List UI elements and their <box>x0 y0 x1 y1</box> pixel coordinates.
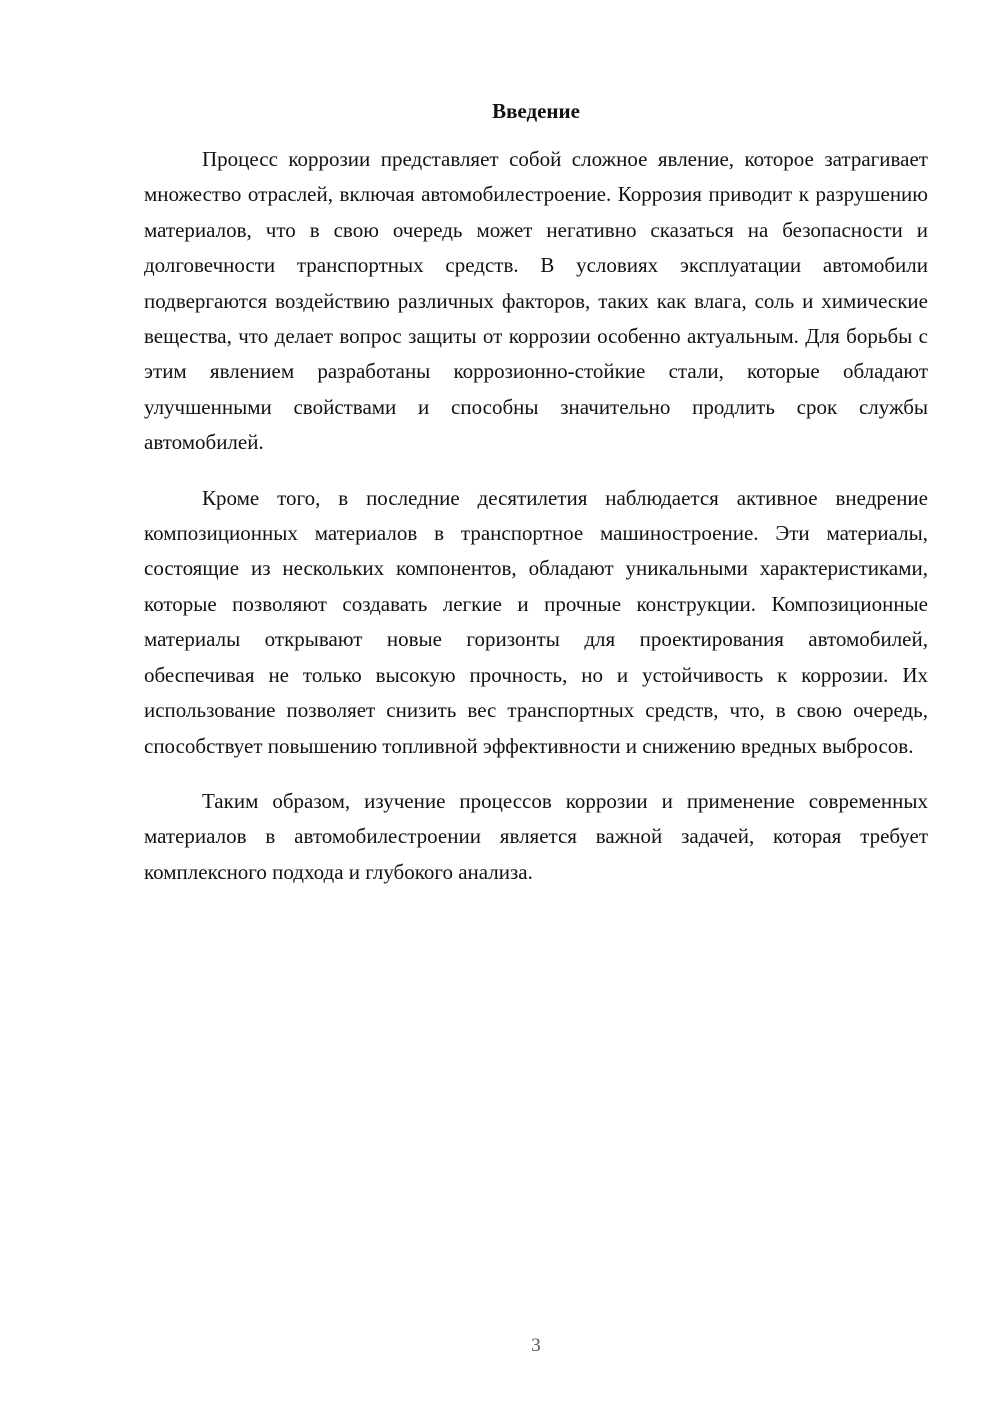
page-number: 3 <box>531 1335 541 1356</box>
paragraph-2: Кроме того, в последние десятилетия наблюдается активное внедрение композиционных материалов в транспортное машиностроение. Эти материалы, состоящие из нескольких компонентов, обладают уникальными характеристиками, которые позволяют создавать легкие и прочные конструкции. Композиционные материалы открывают новые горизонты для проектирования автомобилей, обеспечивая не только высокую прочность, но и устойчивость к коррозии. Их использование позволяет снизить вес транспортных средств, что, в свою очередь, способствует повышению топливной эффективности и снижению вредных выбросов. <box>144 485 928 758</box>
paragraph-1: Процесс коррозии представляет собой сложное явление, которое затрагивает множество отраслей, включая автомобилестроение. Коррозия приводит к разрушению материалов, что в свою очередь может негативно сказаться на безопасности и долговечности транспортных средств. В условиях эксплуатации автомобили подвергаются воздействию различных факторов, таких как влага, соль и химические вещества, что делает вопрос защиты от коррозии особенно актуальным. Для борьбы с этим явлением разработаны коррозионно-стойкие стали, которые обладают улучшенными свойствами и способны значительно продлить срок службы автомобилей. <box>144 147 928 455</box>
document-body <box>144 142 928 910</box>
paragraph-3: Таким образом, изучение процессов коррозии и применение современных материалов в автомобилестроении является важной задачей, которая требует комплексного подхода и глубокого анализа. <box>144 788 928 884</box>
page-title: Введение <box>492 99 580 123</box>
